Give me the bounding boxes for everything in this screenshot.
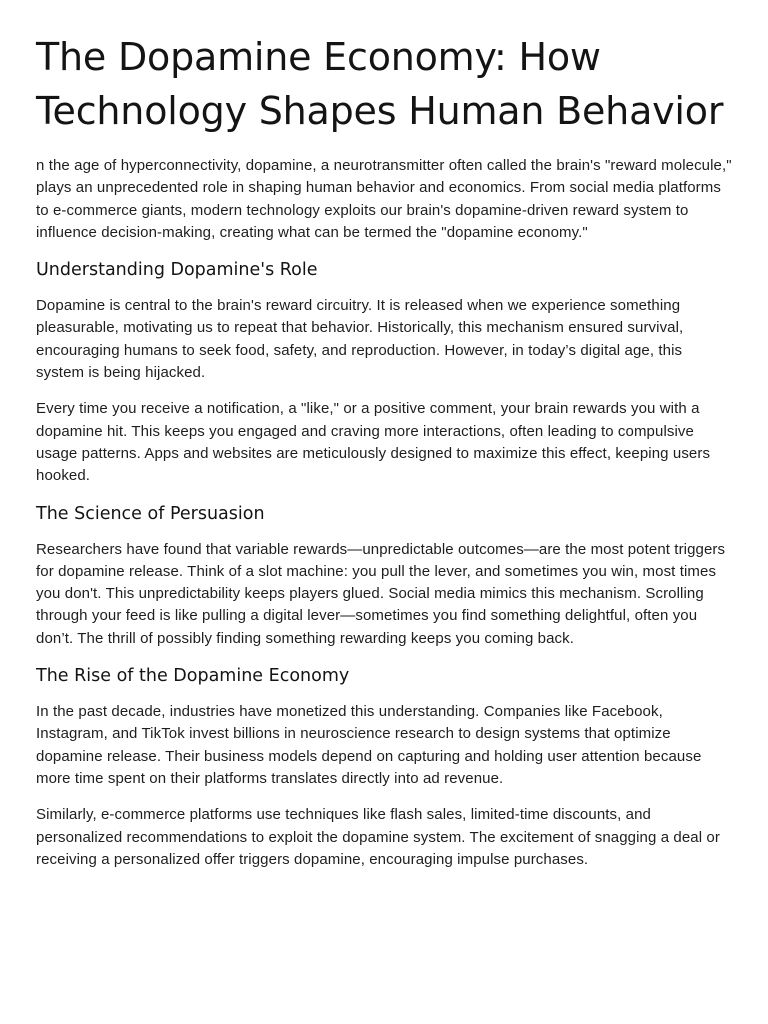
paragraph: Researchers have found that variable rewards—unpredictable outcomes—are the most potent triggers for dopamine release. Think of a slot machine: you pull the lever, and sometimes you win, most times you don't. This unpredictability keeps players glued. Social media mimics this mechanism. Scrolling through your feed is like pulling a digital lever—sometimes you find something delightful, often you don’t. The thrill of possibly finding something rewarding keeps you coming back. [36, 540, 726, 647]
section-heading: Understanding Dopamine's Role [36, 260, 318, 281]
section-science-of-persuasion [36, 502, 732, 650]
paragraph: Similarly, e-commerce platforms use techniques like flash sales, limited-time discounts, and personalized recommendations to exploit the dopamine system. The excitement of snagging a deal or receiving a personalized offer triggers dopamine, encouraging impulse purchases. [36, 806, 720, 868]
article-title: The Dopamine Economy: How Technology Shapes Human Behavior [36, 35, 724, 133]
section-rise-of-dopamine-economy [36, 664, 732, 871]
section-understanding-dopamine [36, 258, 732, 487]
section-heading: The Rise of the Dopamine Economy [36, 666, 350, 687]
paragraph: Dopamine is central to the brain's reward circuitry. It is released when we experience something pleasurable, motivating us to repeat that behavior. Historically, this mechanism ensured survival, encouraging humans to seek food, safety, and reproduction. However, in today’s digital age, this system is being hijacked. [36, 297, 684, 382]
paragraph: Every time you receive a notification, a "like," or a positive comment, your brain rewards you with a dopamine hit. This keeps you engaged and craving more interactions, often leading to compulsive usage patterns. Apps and websites are meticulously designed to maximize this effect, keeping users hooked. [36, 400, 711, 485]
intro-paragraph: n the age of hyperconnectivity, dopamine, a neurotransmitter often called the brain's "reward molecule," plays an unprecedented role in shaping human behavior and economics. From social media platforms to e-commerce giants, modern technology exploits our brain's dopamine-driven reward system to influence decision-making, creating what can be termed the "dopamine economy." [36, 157, 732, 241]
paragraph: In the past decade, industries have monetized this understanding. Companies like Facebook, Instagram, and TikTok invest billions in neuroscience research to design systems that optimize dopamine release. Their business models depend on capturing and holding user attention because more time spent on their platforms translates directly into ad revenue. [36, 703, 702, 787]
section-heading: The Science of Persuasion [36, 503, 265, 524]
